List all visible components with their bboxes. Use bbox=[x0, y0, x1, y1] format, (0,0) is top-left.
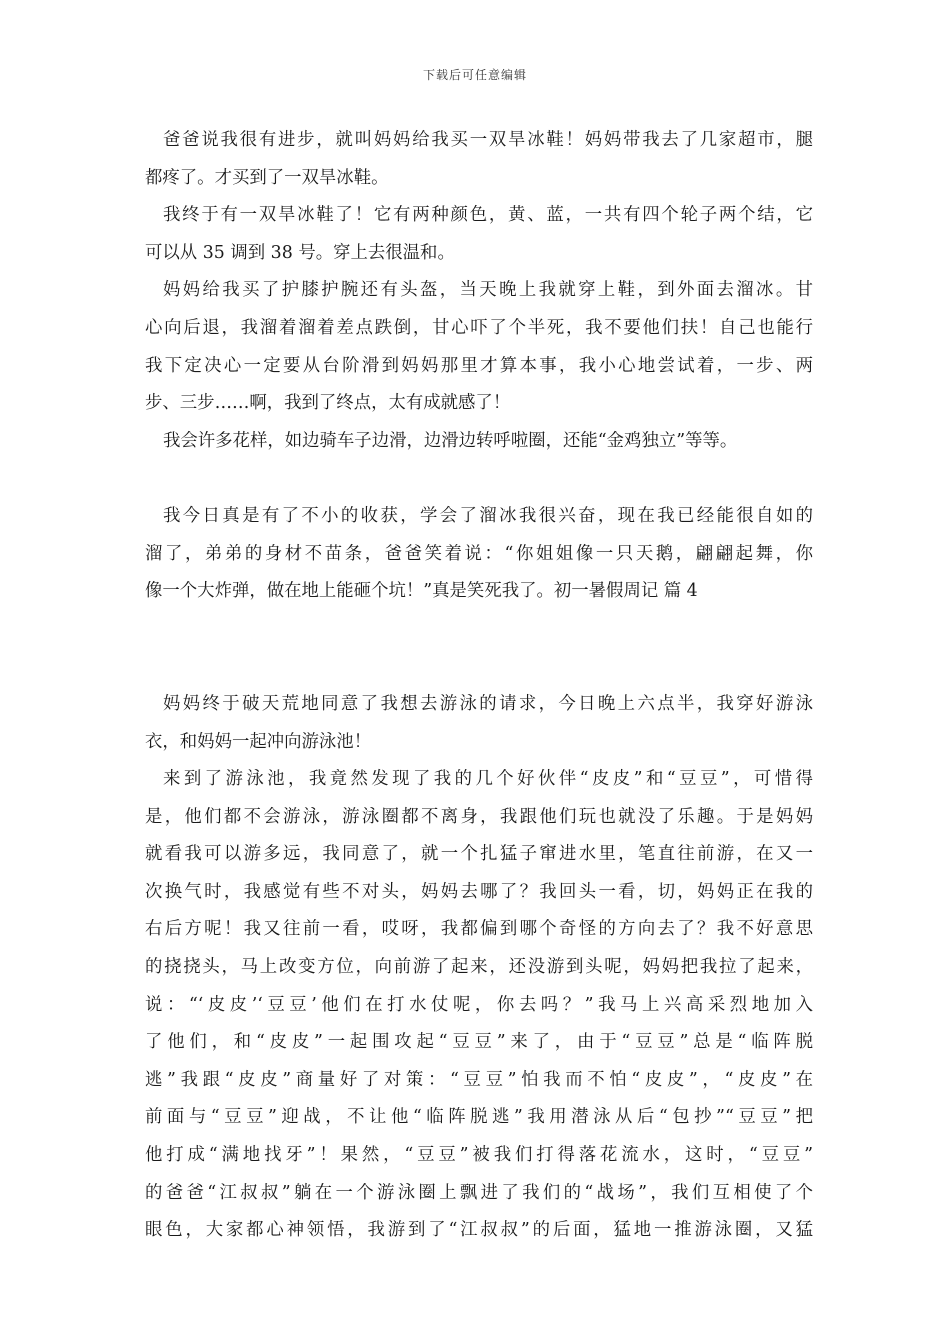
text-line: 次换气时，我感觉有些不对头，妈妈去哪了？我回头一看，切，妈妈正在我的 bbox=[145, 881, 813, 902]
text-line: 妈妈终于破天荒地同意了我想去游泳的请求，今日晚上六点半，我穿好游泳 bbox=[163, 693, 813, 714]
blank-line bbox=[145, 460, 813, 498]
text-line: 说：“‘皮皮’‘豆豆’他们在打水仗呢，你去吗？”我马上兴高采烈地加入 bbox=[145, 994, 813, 1015]
blank-line bbox=[145, 611, 813, 649]
text-line: 前面与“豆豆”迎战，不让他“临阵脱逃”我用潜泳从后“包抄”“豆豆”把 bbox=[145, 1107, 813, 1128]
document-body bbox=[145, 122, 813, 1250]
text-line: 我终于有一双旱冰鞋了！它有两种颜色，黄、蓝，一共有四个轮子两个结，它 bbox=[163, 205, 813, 226]
text-line: 眼色，大家都心神领悟，我游到了“江叔叔”的后面，猛地一推游泳圈，又猛 bbox=[145, 1220, 813, 1241]
text-line: 他打成“满地找牙”！果然，“豆豆”被我们打得落花流水，这时，“豆豆” bbox=[145, 1145, 813, 1166]
text-line: 是，他们都不会游泳，游泳圈都不离身，我跟他们玩也就没了乐趣。于是妈妈 bbox=[145, 806, 813, 827]
text-line: 溜了，弟弟的身材不苗条，爸爸笑着说：“你姐姐像一只天鹅，翩翩起舞，你 bbox=[145, 543, 813, 564]
text-line: 来到了游泳池，我竟然发现了我的几个好伙伴“皮皮”和“豆豆”，可惜得 bbox=[163, 769, 813, 790]
blank-line bbox=[145, 648, 813, 686]
text-line: 妈妈给我买了护膝护腕还有头盔，当天晚上我就穿上鞋，到外面去溜冰。甘 bbox=[163, 280, 813, 301]
text-line: 都疼了。才买到了一双旱冰鞋。 bbox=[145, 167, 389, 188]
text-line: 衣，和妈妈一起冲向游泳池！ bbox=[145, 731, 372, 752]
text-line: 爸爸说我很有进步，就叫妈妈给我买一双旱冰鞋！妈妈带我去了几家超市，腿 bbox=[163, 130, 813, 150]
page-header-note: 下载后可任意编辑 bbox=[422, 68, 527, 82]
text-line: 我会许多花样，如边骑车子边滑，边滑边转呼啦圈，还能“金鸡独立”等等。 bbox=[163, 430, 738, 451]
text-line: 逃”我跟“皮皮”商量好了对策：“豆豆”怕我而不怕“皮皮”，“皮皮”在 bbox=[145, 1069, 813, 1090]
text-line: 的挠挠头，马上改变方位，向前游了起来，还没游到头呢，妈妈把我拉了起来， bbox=[145, 957, 813, 978]
text-line: 步、三步……啊，我到了终点，太有成就感了！ bbox=[145, 393, 511, 414]
text-line: 我下定决心一定要从台阶滑到妈妈那里才算本事，我小心地尝试着，一步、两 bbox=[145, 355, 813, 376]
text-line: 像一个大炸弹，做在地上能砸个坑！”真是笑死我了。初一暑假周记 篇 4 bbox=[145, 581, 698, 602]
text-line: 的爸爸“江叔叔”躺在一个游泳圈上飘进了我们的“战场”，我们互相使了个 bbox=[145, 1182, 813, 1203]
text-line: 就看我可以游多远，我同意了，就一个扎猛子窜进水里，笔直往前游，在又一 bbox=[145, 844, 813, 865]
text-line: 心向后退，我溜着溜着差点跌倒，甘心吓了个半死，我不要他们扶！自己也能行 bbox=[145, 317, 813, 338]
text-line: 右后方呢！我又往前一看，哎呀，我都偏到哪个奇怪的方向去了？我不好意思 bbox=[145, 919, 813, 940]
text-line: 了他们，和“皮皮”一起围攻起“豆豆”来了，由于“豆豆”总是“临阵脱 bbox=[145, 1032, 813, 1053]
text-line: 可以从 35 调到 38 号。穿上去很温和。 bbox=[145, 242, 455, 263]
text-line: 我今日真是有了不小的收获，学会了溜冰我很兴奋，现在我已经能很自如的 bbox=[163, 505, 813, 526]
